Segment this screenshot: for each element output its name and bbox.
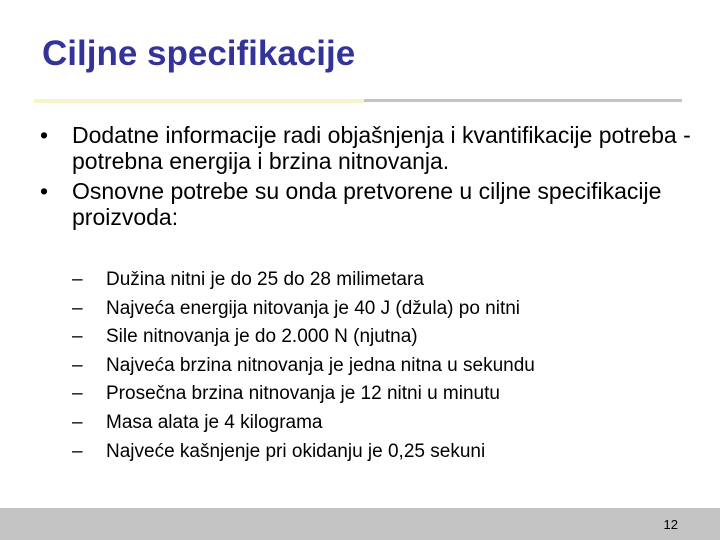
slide-title: Ciljne specifikacije <box>42 34 356 73</box>
dash-marker: – <box>72 354 83 376</box>
sub-bullet-text: Najveća brzina nitnovanja je jedna nitna u sekundu <box>106 354 535 376</box>
sub-bullet-text: Sile nitnovanja je do 2.000 N (njutna) <box>106 326 418 348</box>
sub-bullet-item <box>70 295 710 324</box>
bullet-text: Dodatne informacije radi objašnjenja i kvantifikacije potreba - potrebna energija i brzina nitnovanja. <box>72 122 691 174</box>
sub-bullet-text: Najveće kašnjenje pri okidanju je 0,25 sekuni <box>106 440 486 462</box>
dash-marker: – <box>72 411 83 433</box>
bullet-marker: • <box>39 122 49 148</box>
dash-marker: – <box>72 440 83 462</box>
footer-bar <box>0 508 720 540</box>
bullet-text: Osnovne potrebe su onda pretvorene u ciljne specifikacije proizvoda: <box>72 178 662 230</box>
sub-bullet-item <box>70 266 710 295</box>
bullet-list <box>32 122 712 234</box>
dash-marker: – <box>72 383 83 405</box>
bullet-item <box>32 178 712 230</box>
sub-bullet-item <box>70 380 710 409</box>
sub-bullet-text: Prosečna brzina nitnovanja je 12 nitni u minutu <box>106 383 500 405</box>
title-underline <box>364 99 682 102</box>
sub-bullet-text: Masa alata je 4 kilograma <box>106 411 323 433</box>
bullet-marker: • <box>39 178 49 204</box>
sub-bullet-text: Dužina nitni je do 25 do 28 milimetara <box>106 269 424 290</box>
dash-marker: – <box>72 326 83 348</box>
sub-bullet-list <box>70 266 710 466</box>
dash-marker: – <box>72 269 83 290</box>
sub-bullet-text: Najveća energija nitovanja je 40 J (džula) po nitni <box>106 297 521 319</box>
sub-bullet-item <box>70 438 710 467</box>
page-number: 12 <box>663 517 678 532</box>
sub-bullet-item <box>70 409 710 438</box>
title-underline-accent <box>34 99 364 103</box>
sub-bullet-item <box>70 323 710 352</box>
dash-marker: – <box>72 297 83 319</box>
bullet-item <box>32 122 712 174</box>
sub-bullet-item <box>70 352 710 381</box>
